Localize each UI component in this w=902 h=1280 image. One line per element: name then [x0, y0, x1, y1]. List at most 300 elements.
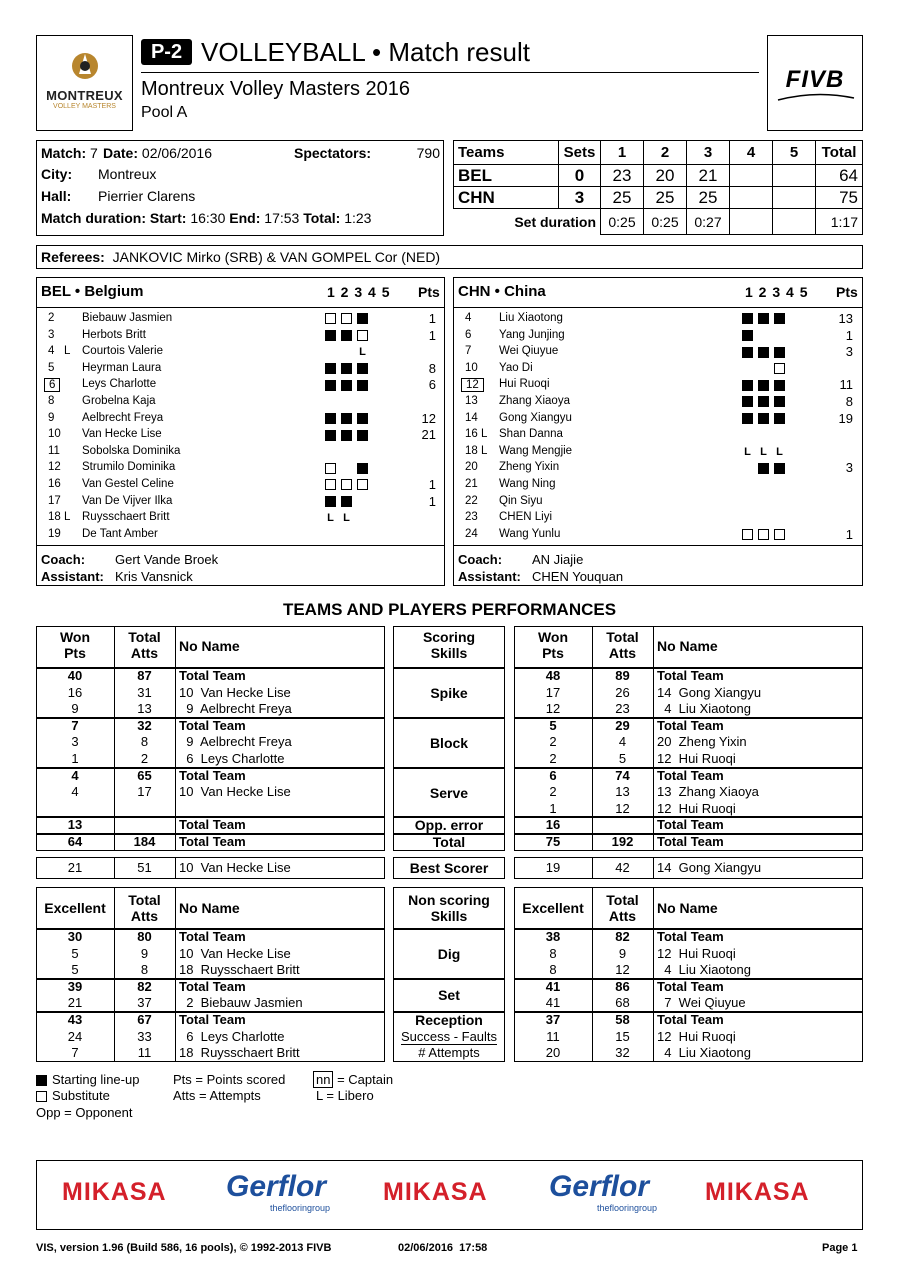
- total-attempts: 86: [615, 978, 630, 994]
- referees-names: JANKOVIC Mirko (SRB) & VAN GOMPEL Cor (NED): [112, 249, 441, 265]
- reception-success-faults: Success - Faults: [400, 1028, 498, 1044]
- player-number: 16: [465, 428, 478, 441]
- column-rule: [175, 887, 176, 929]
- summary-total: 192: [611, 834, 634, 849]
- player-role: L: [64, 345, 71, 358]
- summary-name: Total Team: [179, 817, 246, 833]
- assistant-label-bel: Assistant:: [41, 569, 104, 584]
- summary-label: Opp. error: [414, 817, 484, 834]
- libero-marker: L: [760, 445, 767, 458]
- player-name: Aelbrecht Freya: [82, 411, 164, 424]
- gerflor-tagline: theflooringroup: [270, 1203, 331, 1213]
- player-points: 6: [428, 377, 436, 393]
- match-date: 02/06/2016: [141, 145, 212, 161]
- total-attempts: 74: [615, 767, 630, 783]
- player-entry: 20 Zheng Yixin: [657, 734, 747, 750]
- won-points: 1: [71, 751, 79, 766]
- assistant-bel: Kris Vansnick: [115, 569, 193, 584]
- player-number: 24: [465, 527, 478, 540]
- player-name: Zhang Xiaoya: [499, 395, 570, 407]
- total-attempts: 17: [137, 784, 152, 800]
- match-number: 7: [90, 145, 98, 161]
- player-role: L: [64, 511, 71, 524]
- player-entry: 12 Hui Ruoqi: [657, 945, 736, 961]
- player-number: 12: [461, 378, 484, 392]
- player-number: 18: [48, 511, 61, 524]
- excellent-count: 24: [67, 1028, 83, 1044]
- substitute-square-icon: [325, 463, 336, 474]
- spacer: [758, 363, 769, 374]
- score-header-total: Total: [816, 141, 863, 165]
- player-sets: [325, 496, 357, 508]
- column-rule: [175, 668, 176, 718]
- starting-square-icon: [341, 380, 352, 391]
- excellent-count: 5: [71, 962, 79, 978]
- column-header-total: Total Atts: [606, 892, 639, 924]
- date-line: [103, 145, 212, 161]
- starting-square-icon: [774, 396, 785, 407]
- total-attempts: 11: [137, 1045, 152, 1061]
- spacer: [341, 463, 352, 474]
- total-attempts: 82: [137, 978, 152, 994]
- column-rule: [653, 857, 654, 879]
- player-entry: 9 Aelbrecht Freya: [179, 734, 292, 750]
- legend-substitute: [36, 1088, 110, 1103]
- column-rule: [653, 929, 654, 979]
- summary-name: Total Team: [657, 817, 724, 833]
- player-points: 1: [845, 526, 853, 542]
- pts-header-bel: Pts: [418, 284, 440, 300]
- score-table: [453, 140, 863, 235]
- summary-won: 75: [545, 834, 561, 849]
- player-entry: 12 Hui Ruoqi: [657, 751, 736, 766]
- column-rule: [175, 768, 176, 818]
- substitute-square-icon: [774, 363, 785, 374]
- performances-title: TEAMS AND PLAYERS PERFORMANCES: [282, 600, 617, 619]
- player-entry: 4 Liu Xiaotong: [657, 1045, 751, 1061]
- summary-won: 64: [67, 834, 83, 849]
- substitute-square-icon: [742, 529, 753, 540]
- player-number: 9: [48, 411, 55, 424]
- total-attempts: 37: [137, 995, 152, 1011]
- player-points: 1: [428, 311, 436, 326]
- libero-marker: L: [744, 445, 751, 458]
- won-points: 16: [67, 684, 83, 700]
- sponsor-mikasa: MIKASA: [705, 1178, 810, 1206]
- starting-square-icon: [758, 463, 769, 474]
- skill-name: Reception: [415, 1012, 483, 1028]
- player-sets: [325, 313, 373, 325]
- player-number: 4: [48, 345, 55, 358]
- starting-square-icon: [774, 463, 785, 474]
- player-entry: Total Team: [179, 1012, 246, 1027]
- best-scorer-attempts: 42: [615, 860, 630, 875]
- total-label: Total:: [303, 210, 341, 226]
- player-name: Van De Vijver Ilka: [82, 494, 173, 507]
- best-scorer-name: 10 Van Hecke Lise: [179, 860, 291, 875]
- starting-square-icon: [774, 413, 785, 424]
- player-entry: 2 Biebauw Jasmien: [179, 995, 303, 1011]
- team-code-a: BEL: [454, 165, 559, 187]
- starting-square-icon: [325, 430, 336, 441]
- column-rule: [653, 887, 654, 929]
- player-name: Gong Xiangyu: [499, 411, 572, 424]
- score-header-sets: Sets: [559, 141, 601, 165]
- player-role: L: [481, 444, 488, 457]
- team-name-bel: BEL • Belgium: [41, 283, 144, 300]
- set-columns-chn: 1 2 3 4 5: [745, 284, 808, 300]
- player-name: Wang Mengjie: [499, 444, 573, 457]
- libero-marker: L: [327, 512, 334, 525]
- player-entry: 9 Aelbrecht Freya: [179, 701, 292, 717]
- skill-header: Scoring Skills: [422, 629, 476, 661]
- skill-name: Serve: [429, 784, 469, 801]
- fivb-logo-box: [767, 35, 863, 131]
- column-header-won: Won Pts: [59, 629, 91, 661]
- substitute-square-icon: [36, 1091, 47, 1102]
- player-name: Heyrman Laura: [82, 361, 162, 374]
- column-rule: [653, 979, 654, 1012]
- summary-won: 13: [67, 817, 83, 833]
- player-entry: 12 Hui Ruoqi: [657, 1028, 736, 1044]
- end-label: End:: [229, 210, 261, 226]
- total-attempts: 33: [137, 1028, 152, 1044]
- coach-label-bel: Coach:: [41, 552, 86, 567]
- column-rule: [175, 857, 176, 879]
- hall-label: Hall:: [41, 188, 72, 204]
- set-duration: 0:27: [687, 209, 730, 235]
- skill-name: Block: [429, 734, 469, 751]
- score-header-set5: 5: [773, 141, 816, 165]
- player-number: 8: [48, 395, 55, 407]
- page-title: VOLLEYBALL • Match result: [201, 37, 530, 67]
- excellent-count: 41: [545, 978, 561, 994]
- player-number: 16: [48, 478, 61, 490]
- total-attempts: 32: [615, 1045, 630, 1061]
- column-header-excellent: Excellent: [522, 900, 584, 916]
- starting-square-icon: [742, 313, 753, 324]
- column-header-no-name: No Name: [179, 638, 240, 654]
- excellent-count: 38: [545, 929, 561, 944]
- best-scorer-attempts: 51: [137, 860, 152, 875]
- player-number: 7: [465, 345, 472, 358]
- won-points: 6: [549, 767, 557, 783]
- libero-marker: L: [776, 445, 783, 458]
- sets-won-a: 0: [559, 165, 601, 187]
- total-duration: 1:17: [816, 209, 863, 235]
- gerflor-tagline: theflooringroup: [597, 1203, 658, 1213]
- player-entry: Total Team: [179, 978, 246, 994]
- starting-square-icon: [742, 396, 753, 407]
- best-scorer-label: Best Scorer: [409, 860, 489, 876]
- legend-pts: Pts = Points scored: [173, 1072, 286, 1087]
- legend-atts: Atts = Attempts: [173, 1088, 261, 1103]
- player-points: 13: [838, 311, 853, 326]
- column-rule: [175, 626, 176, 668]
- start-label: Start:: [149, 210, 187, 226]
- player-name: Van Hecke Lise: [82, 428, 162, 441]
- player-points: 3: [845, 344, 853, 360]
- player-sets: [325, 429, 373, 441]
- spacer: [341, 347, 352, 358]
- start-time: 16:30: [190, 210, 226, 226]
- roster-header-rule: [453, 307, 863, 308]
- total-points-a: 64: [816, 165, 863, 187]
- date-label: Date:: [103, 145, 139, 161]
- player-name: Courtois Valerie: [82, 345, 163, 358]
- player-sets: [325, 413, 373, 425]
- player-number: 22: [465, 494, 478, 507]
- doc-code-badge: [141, 39, 192, 65]
- player-number: 20: [465, 461, 478, 474]
- player-name: Yang Junjing: [499, 328, 565, 341]
- set-duration-label: Set duration: [454, 209, 601, 235]
- set-score: [773, 165, 816, 187]
- assistant-label-chn: Assistant:: [458, 569, 521, 584]
- city-value: Montreux: [98, 166, 157, 182]
- player-sets: [742, 363, 790, 375]
- duration-label: Match duration:: [41, 210, 146, 226]
- player-name: Herbots Britt: [82, 328, 146, 341]
- column-header-no-name: No Name: [657, 900, 718, 916]
- won-points: 9: [71, 701, 79, 717]
- player-number: 21: [465, 478, 478, 490]
- score-header-set2: 2: [644, 141, 687, 165]
- summary-name: Total Team: [657, 834, 724, 849]
- player-name: Liu Xiaotong: [499, 312, 563, 324]
- excellent-count: 7: [71, 1045, 79, 1061]
- player-entry: 6 Leys Charlotte: [179, 1028, 285, 1044]
- excellent-count: 20: [545, 1045, 561, 1061]
- spacer: [325, 347, 336, 358]
- starting-square-icon: [742, 347, 753, 358]
- skill-name: Set: [438, 987, 460, 1004]
- starting-square-icon: [742, 380, 753, 391]
- fivb-logo: FIVB: [785, 66, 845, 93]
- starting-square-icon: [325, 363, 336, 374]
- player-role: L: [481, 428, 488, 441]
- excellent-count: 37: [545, 1012, 561, 1027]
- starting-square-icon: [774, 313, 785, 324]
- excellent-count: 39: [67, 978, 83, 994]
- column-rule: [175, 718, 176, 768]
- summary-total: 184: [133, 834, 156, 849]
- score-header-set1: 1: [601, 141, 644, 165]
- column-rule: [653, 817, 654, 834]
- player-entry: 10 Van Hecke Lise: [179, 784, 291, 800]
- player-name: Biebauw Jasmien: [82, 312, 173, 324]
- player-sets: [325, 363, 373, 375]
- won-points: 17: [545, 684, 561, 700]
- column-rule: [653, 834, 654, 851]
- player-number: 18: [465, 444, 478, 457]
- player-entry: 10 Van Hecke Lise: [179, 684, 291, 700]
- substitute-square-icon: [341, 479, 352, 490]
- player-name: Ruysschaert Britt: [82, 511, 170, 524]
- total-attempts: 13: [137, 701, 152, 717]
- column-rule: [653, 768, 654, 818]
- starting-square-icon: [774, 380, 785, 391]
- total-attempts: 8: [140, 734, 149, 750]
- sets-won-b: 3: [559, 187, 601, 209]
- player-points: 1: [428, 327, 436, 343]
- player-entry: 13 Zhang Xiaoya: [657, 784, 759, 800]
- best-scorer-points: 21: [67, 860, 83, 875]
- sponsor-mikasa: MIKASA: [383, 1178, 488, 1206]
- column-rule: [175, 1012, 176, 1062]
- footer-stamp: 02/06/2016 17:58: [398, 1242, 488, 1254]
- player-number: 2: [48, 312, 55, 324]
- sponsor-mikasa: MIKASA: [62, 1178, 167, 1206]
- spacer: [742, 463, 753, 474]
- won-points: 5: [549, 717, 557, 733]
- player-number: 19: [48, 527, 61, 540]
- legend-libero: L = Libero: [316, 1088, 374, 1103]
- doc-code: P-2: [150, 41, 183, 63]
- roster-coach-rule: [36, 545, 445, 546]
- total-attempts: 26: [615, 684, 630, 700]
- total-attempts: 13: [615, 784, 630, 800]
- score-header-set3: 3: [687, 141, 730, 165]
- player-sets: [742, 330, 758, 342]
- column-header-won: Won Pts: [537, 629, 569, 661]
- won-points: 40: [67, 668, 83, 683]
- match-line: [41, 145, 98, 161]
- player-entry: Total Team: [179, 929, 246, 944]
- player-points: 1: [428, 493, 436, 509]
- column-rule: [592, 817, 593, 834]
- excellent-count: 8: [549, 945, 557, 961]
- player-sets: [325, 330, 373, 342]
- pool-label: Pool A: [141, 104, 188, 121]
- excellent-count: 30: [67, 929, 83, 944]
- reception-subtitle: [393, 1029, 505, 1044]
- sponsor-gerflor: Gerflor: [226, 1170, 327, 1203]
- player-name: De Tant Amber: [82, 527, 158, 540]
- excellent-count: 11: [546, 1028, 560, 1044]
- player-number: 6: [44, 378, 60, 392]
- player-number: 6: [465, 328, 472, 341]
- starting-square-icon: [742, 330, 753, 341]
- total-attempts: 15: [615, 1028, 630, 1044]
- player-sets: [742, 396, 790, 408]
- starting-square-icon: [36, 1075, 47, 1086]
- player-name: Zheng Yixin: [499, 461, 560, 474]
- player-entry: Total Team: [657, 1012, 724, 1027]
- total-attempts: 32: [137, 717, 152, 733]
- player-name: Qin Siyu: [499, 494, 543, 507]
- column-header-total: Total Atts: [606, 629, 639, 661]
- player-points: 1: [428, 477, 436, 492]
- starting-square-icon: [325, 413, 336, 424]
- total-attempts: 67: [137, 1012, 152, 1027]
- won-points: 2: [549, 751, 557, 766]
- substitute-square-icon: [357, 330, 368, 341]
- player-number: 23: [465, 511, 478, 524]
- substitute-square-icon: [341, 313, 352, 324]
- starting-square-icon: [774, 347, 785, 358]
- player-entry: 6 Leys Charlotte: [179, 751, 285, 766]
- competition-title: Montreux Volley Masters 2016: [141, 78, 411, 100]
- set-score: 25: [687, 187, 730, 209]
- total-points-b: 75: [816, 187, 863, 209]
- won-points: 2: [549, 784, 557, 800]
- score-header-set4: 4: [730, 141, 773, 165]
- player-name: Hui Ruoqi: [499, 378, 550, 391]
- player-points: 3: [845, 460, 853, 476]
- legend-captain: [313, 1072, 393, 1087]
- column-rule: [175, 817, 176, 834]
- won-points: 4: [71, 784, 79, 800]
- starting-square-icon: [357, 463, 368, 474]
- player-points: 19: [838, 410, 853, 426]
- player-entry: 18 Ruysschaert Britt: [179, 1045, 300, 1061]
- total-attempts: 87: [137, 668, 152, 683]
- player-sets: [742, 313, 790, 325]
- player-entry: 18 Ruysschaert Britt: [179, 962, 300, 978]
- player-entry: 4 Liu Xiaotong: [657, 701, 751, 717]
- column-rule: [653, 1012, 654, 1062]
- legend-captain-text: = Captain: [337, 1072, 394, 1087]
- player-sets: [325, 379, 373, 391]
- legend-opp: Opp = Opponent: [36, 1105, 133, 1120]
- player-entry: Total Team: [657, 978, 724, 994]
- logo-box: [36, 35, 133, 131]
- starting-square-icon: [357, 430, 368, 441]
- player-number: 3: [48, 328, 55, 341]
- spectators-value: 790: [416, 145, 440, 161]
- total-attempts: 29: [615, 717, 630, 733]
- player-sets: [742, 446, 790, 458]
- logo-name: MONTREUX: [46, 88, 123, 103]
- spacer: [742, 363, 753, 374]
- player-points: 12: [421, 410, 436, 426]
- title-rule: [141, 72, 759, 73]
- spectators-label: Spectators:: [294, 145, 372, 161]
- starting-square-icon: [357, 313, 368, 324]
- player-number: 11: [48, 444, 60, 457]
- excellent-count: 41: [545, 995, 561, 1011]
- substitute-square-icon: [325, 479, 336, 490]
- player-points: 1: [845, 327, 853, 343]
- player-number: 10: [48, 428, 61, 441]
- montreux-logo-icon: [70, 48, 100, 82]
- set-duration: 0:25: [644, 209, 687, 235]
- total-attempts: 58: [615, 1012, 630, 1027]
- reception-attempts: # Attempts: [418, 1045, 480, 1061]
- roster-coach-rule: [453, 545, 863, 546]
- set-score: [730, 187, 773, 209]
- assistant-chn: CHEN Youquan: [532, 569, 624, 584]
- set-columns-bel: 1 2 3 4 5: [327, 284, 390, 300]
- set-duration: [730, 209, 773, 235]
- set-duration: [773, 209, 816, 235]
- column-header-total: Total Atts: [128, 629, 161, 661]
- starting-square-icon: [357, 380, 368, 391]
- player-number: 4: [465, 312, 472, 324]
- starting-square-icon: [742, 413, 753, 424]
- player-sets: [325, 512, 357, 524]
- skill-name: Spike: [430, 684, 468, 701]
- fivb-swoosh-icon: [776, 92, 856, 102]
- player-name: Shan Danna: [499, 428, 563, 441]
- pts-header-chn: Pts: [836, 284, 858, 300]
- starting-square-icon: [341, 363, 352, 374]
- player-sets: [742, 413, 790, 425]
- duration-line: [41, 210, 371, 226]
- set-score: 21: [687, 165, 730, 187]
- player-sets: [325, 462, 373, 474]
